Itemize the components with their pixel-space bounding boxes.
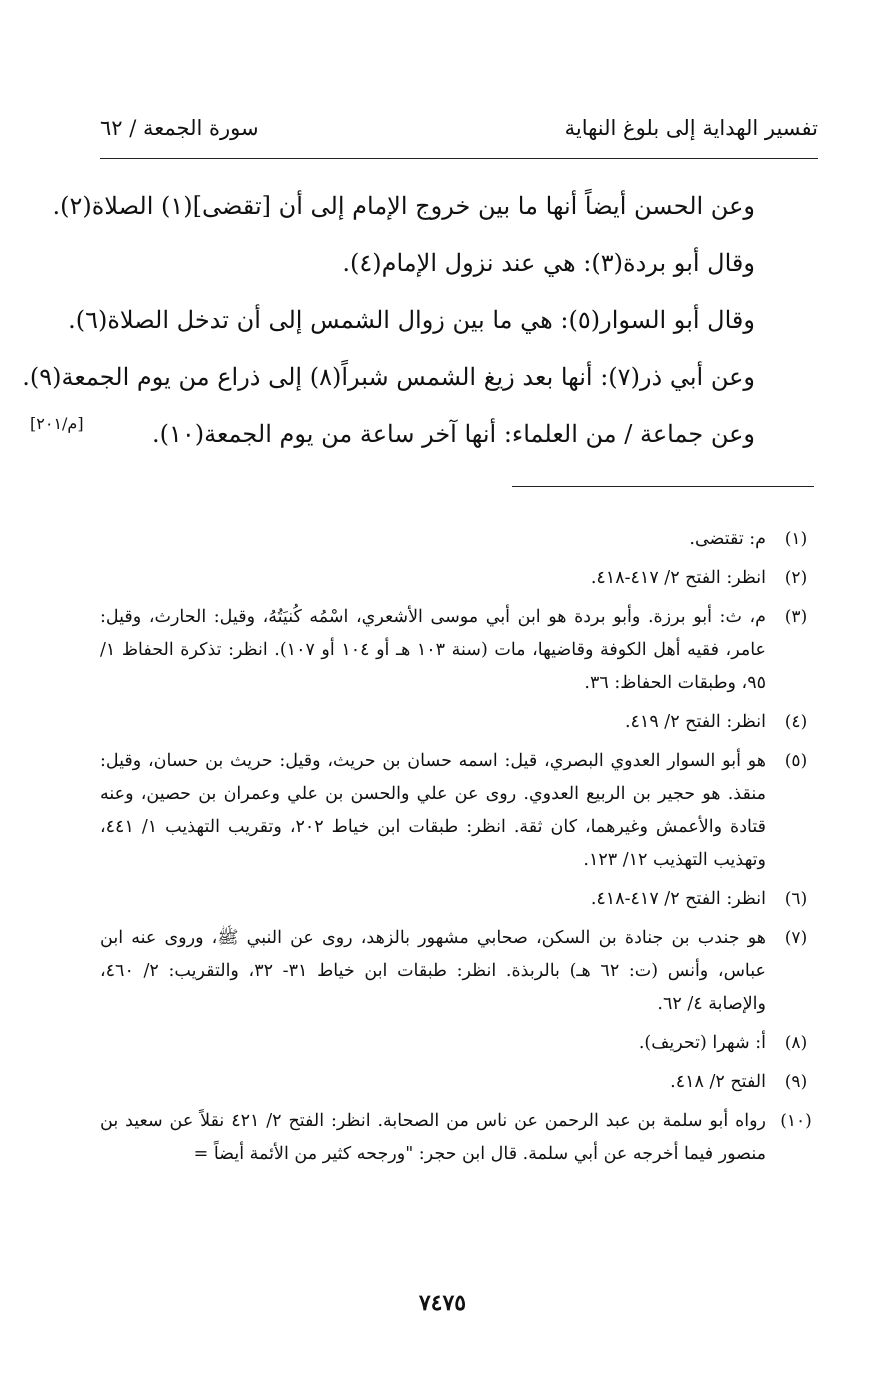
footnote-number: (٩): [784, 1072, 808, 1092]
page-header: [100, 116, 818, 156]
footnote: [100, 922, 818, 1021]
footnote: [100, 1105, 818, 1171]
footnote: [100, 562, 818, 595]
footnotes: [100, 523, 818, 1177]
footnote: [100, 523, 818, 556]
footnote-divider: [512, 486, 814, 487]
main-text-line: وعن أبي ذر(٧): أنها بعد زيغ الشمس شبراً(٨) إلى ذراع من يوم الجمعة(٩).: [22, 363, 755, 391]
footnote-text: انظر: الفتح ٢/ ٤١٧-٤١٨.: [590, 889, 766, 909]
footnote: [100, 1066, 818, 1099]
footnote-text: الفتح ٢/ ٤١٨.: [670, 1072, 766, 1092]
footnote-text: م، ث: أبو برزة. وأبو بردة هو ابن أبي موسى الأشعري، اسْمُه كُنيَتُهُ، وقيل: الحارث، وقيل: عامر، فقيه أهل الكوفة وقاضيها، مات (سنة ١٠٣ هـ أو ١٠٤ أو ١٠٧). انظر: تذكرة الحفاظ ١/ ٩٥، وطبقات الحفاظ: ٣٦.: [100, 607, 766, 693]
footnote: [100, 601, 818, 700]
footnote-text: انظر: الفتح ٢/ ٤١٧-٤١٨.: [590, 568, 766, 588]
main-text-line: وقال أبو بردة(٣): هي عند نزول الإمام(٤).: [342, 249, 755, 277]
page-number: ٧٤٧٥: [418, 1290, 467, 1316]
main-text-line: وعن جماعة / من العلماء: أنها آخر ساعة من يوم الجمعة(١٠).: [151, 420, 755, 448]
footnote: [100, 1027, 818, 1060]
footnote-number: (٥): [784, 751, 808, 771]
surah-reference: سورة الجمعة / ٦٢: [100, 116, 259, 140]
footnote-number: (١٠): [780, 1111, 812, 1131]
footnote-number: (١): [784, 529, 808, 549]
footnote-text: هو جندب بن جنادة بن السكن، صحابي مشهور بالزهد، روى عن النبي ﷺ، وروى عنه ابن عباس، وأنس (ت: ٦٢ هـ) بالربذة. انظر: طبقات ابن خياط ٣١- ٣٢، والتقريب: ٢/ ٤٦٠، والإصابة ٤/ ٦٢.: [100, 928, 766, 1014]
footnote-text: م: تقتضى.: [689, 529, 766, 549]
book-title: تفسير الهداية إلى بلوغ النهاية: [564, 116, 818, 140]
main-text-line: وقال أبو السوار(٥): هي ما بين زوال الشمس إلى أن تدخل الصلاة(٦).: [68, 306, 755, 334]
footnote: [100, 883, 818, 916]
footnote-text: هو أبو السوار العدوي البصري، قيل: اسمه حسان بن حريث، وقيل: حريث بن حسان، وقيل: منقذ. هو حجير بن الربيع العدوي. روى عن علي والحسن بن علي وعمران بن حصين، وعنه قتادة والأعمش وغيرهما، كان ثقة. انظر: طبقات ابن خياط ٢٠٢، وتقريب التهذيب ١/ ٤٤١، وتهذيب التهذيب ١٢/ ١٢٣.: [100, 751, 766, 870]
footnote-number: (٢): [784, 568, 808, 588]
footnote-number: (٤): [784, 712, 808, 732]
footnote-number: (٨): [784, 1033, 808, 1053]
header-divider: [100, 158, 818, 159]
footnote-text: انظر: الفتح ٢/ ٤١٩.: [624, 712, 766, 732]
footnote-number: (٦): [784, 889, 808, 909]
manuscript-margin-reference: [م/٢٠١]: [30, 414, 84, 433]
footnote: [100, 706, 818, 739]
footnote: [100, 745, 818, 877]
footnote-number: (٧): [784, 928, 808, 948]
footnote-text: أ: شهرا (تحريف).: [638, 1033, 766, 1053]
footnote-text: رواه أبو سلمة بن عبد الرحمن عن ناس من الصحابة. انظر: الفتح ٢/ ٤٢١ نقلاً عن سعيد بن منصور فيما أخرجه عن أبي سلمة. قال ابن حجر: "ورجحه كثير من الأئمة أيضاً =: [100, 1111, 766, 1164]
main-text-line: وعن الحسن أيضاً أنها ما بين خروج الإمام إلى أن [تقضى](١) الصلاة(٢).: [52, 192, 755, 220]
footnote-number: (٣): [784, 607, 808, 627]
